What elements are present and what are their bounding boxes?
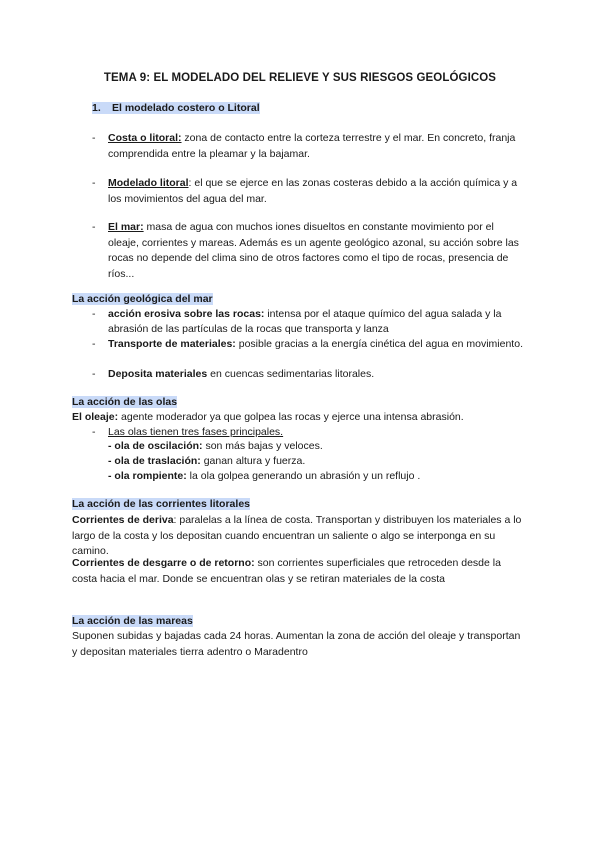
heading-accion-geologica: La acción geológica del mar	[72, 293, 213, 305]
fase-rompiente: - ola rompiente: la ola golpea generando un abrasión y un reflujo .	[108, 470, 421, 482]
paragraph-mareas: Suponen subidas y bajadas cada 24 horas. Aumentan la zona de acción del oleaje y transportan y depositan materiales tierra adentro o Maradentro	[72, 630, 521, 658]
text-erosiva: intensa por el ataque químico del agua salada y la abrasión de las partículas de la rocas que transporta y lanza	[108, 308, 502, 335]
bullet-dash: -	[92, 426, 96, 438]
bullet-fases	[92, 425, 532, 440]
text-deposita: en cuencas sedimentarias litorales.	[207, 368, 375, 380]
section-heading-text: El modelado costero o Litoral	[112, 102, 260, 114]
text-transporte: posible gracias a la energía cinética del agua en movimiento.	[235, 338, 523, 350]
term-oleaje: El oleaje:	[72, 411, 119, 423]
term-costa: Costa o litoral:	[108, 132, 182, 144]
section-heading-litoral	[92, 102, 260, 114]
term-modelado: Modelado litoral	[108, 177, 189, 189]
paragraph-oleaje	[72, 410, 527, 426]
bullet-mar	[92, 220, 522, 282]
bullet-erosiva	[92, 307, 532, 337]
text-mar: masa de agua con muchos iones disueltos en constante movimiento por el oleaje, corrientes y mareas. Además es un agente geológico azonal, su acción sobre las rocas no depende del clima sino de otros factores como el tipo de rocas, presencia de ríos...	[108, 221, 519, 280]
paragraph-deriva	[72, 513, 527, 560]
heading-accion-olas: La acción de las olas	[72, 396, 178, 408]
bullet-transporte	[92, 337, 532, 352]
term-deposita: Deposita materiales	[108, 368, 208, 380]
term-deriva: Corrientes de deriva	[72, 514, 174, 526]
document-title: TEMA 9: EL MODELADO DEL RELIEVE Y SUS RIESGOS GEOLÓGICOS	[103, 72, 497, 84]
bullet-modelado	[92, 176, 522, 207]
text-fases-intro: Las olas tienen tres fases principales.	[108, 426, 284, 438]
bullet-dash: -	[92, 368, 96, 380]
fase-oscilacion: - ola de oscilación: son más bajas y veloces.	[108, 440, 323, 452]
term-mar: El mar:	[108, 221, 144, 233]
bullet-dash: -	[92, 338, 96, 350]
bullet-dash: -	[92, 221, 96, 233]
term-retorno: Corrientes de desgarre o de retorno:	[72, 557, 255, 569]
term-erosiva: acción erosiva sobre las rocas:	[108, 308, 265, 320]
bullet-deposita	[92, 367, 532, 382]
paragraph-retorno	[72, 556, 527, 587]
text-oleaje: agente moderador ya que golpea las rocas y ejerce una intensa abrasión.	[118, 411, 464, 423]
text-deriva: : paralelas a la línea de costa. Transportan y distribuyen los materiales a lo largo de la costa y los depositan cuando encuentran un saliente o algo se interponga en su camino.	[72, 514, 522, 557]
fase-traslacion: - ola de traslación: ganan altura y fuerza.	[108, 455, 306, 467]
bullet-dash: -	[92, 308, 96, 320]
text-retorno: son corrientes superficiales que retroceden desde la costa hacia el mar. Donde se encuentran olas y se retiran materiales de la costa	[72, 557, 501, 585]
bullet-dash: -	[92, 177, 96, 189]
heading-accion-mareas: La acción de las mareas	[72, 615, 193, 627]
text-modelado: : el que se ejerce en las zonas costeras debido a la acción química y a los movimientos del agua del mar.	[108, 177, 518, 205]
heading-corrientes-litorales: La acción de las corrientes litorales	[72, 498, 250, 510]
text-costa: zona de contacto entre la corteza terrestre y el mar. En concreto, franja comprendida entre la pleamar y la bajamar.	[108, 132, 516, 160]
section-number: 1.	[92, 102, 101, 114]
term-transporte: Transporte de materiales:	[108, 338, 236, 350]
bullet-dash: -	[92, 132, 96, 144]
bullet-costa	[92, 131, 522, 162]
